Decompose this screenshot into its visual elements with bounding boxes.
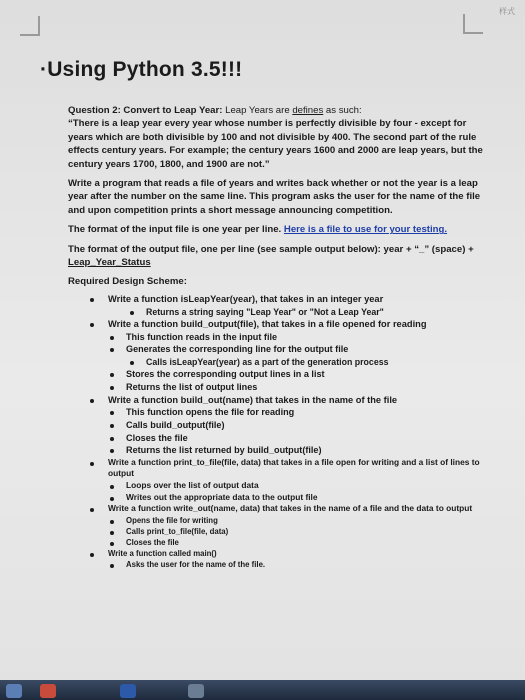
scheme-item bbox=[68, 503, 488, 515]
scheme-item-text: Write a function called main() bbox=[108, 548, 217, 558]
scheme-item bbox=[68, 368, 488, 381]
bullet-icon bbox=[110, 564, 114, 568]
format-output-text: The format of the output file, one per line (see sample output below): year + “_” (space) + bbox=[68, 243, 474, 255]
scheme-item-text: This function opens the file for reading bbox=[126, 407, 295, 418]
scheme-item bbox=[68, 492, 488, 504]
bullet-icon bbox=[90, 508, 94, 512]
scheme-item bbox=[68, 293, 488, 306]
bullet-icon bbox=[110, 373, 114, 377]
bullet-icon bbox=[110, 348, 114, 352]
scheme-item-text: Calls build_output(file) bbox=[126, 420, 225, 431]
bullet-icon bbox=[130, 311, 134, 315]
scheme-item-text: Closes the file bbox=[126, 537, 179, 547]
scheme-item-text: Returns a string saying "Leap Year" or "Not a Leap Year" bbox=[146, 306, 384, 317]
leap-year-quote: “There is a leap year every year whose number is perfectly divisible by four - except for years which are both divisible by 100 and not divisible by 400. The second part of the rule effects century years. For example; the century years 1600 and 2000 are leap years, but the century years 1700, 1800, and 1900 are not.” bbox=[68, 118, 483, 170]
scheme-item-text: Opens the file for writing bbox=[126, 515, 218, 525]
question-paragraph bbox=[68, 104, 488, 171]
bullet-icon bbox=[110, 424, 114, 428]
scheme-item-text: Returns the list of output lines bbox=[126, 382, 258, 393]
scheme-item-text: Stores the corresponding output lines in a list bbox=[126, 369, 325, 380]
bullet-icon bbox=[90, 323, 94, 327]
bullet-icon bbox=[90, 462, 94, 466]
scheme-item bbox=[68, 406, 488, 419]
scheme-item-text: Asks the user for the name of the file. bbox=[126, 559, 266, 569]
scheme-item bbox=[68, 457, 488, 480]
scheme-item-text: Calls isLeapYear(year) as a part of the generation process bbox=[146, 357, 389, 368]
scheme-item bbox=[68, 444, 488, 457]
scheme-item-text: Write a function build_output(file), that takes in a file opened for reading bbox=[108, 319, 427, 330]
scheme-item bbox=[68, 419, 488, 432]
bullet-icon bbox=[90, 553, 94, 557]
scheme-item bbox=[68, 356, 488, 368]
scheme-item bbox=[68, 381, 488, 394]
scheme-item bbox=[68, 548, 488, 559]
scheme-item-text: Write a function print_to_file(file, data) that takes in a file open for writing and a list of lines to output bbox=[108, 456, 480, 479]
scheme-item-text: Write a function build_out(name) that takes in the name of the file bbox=[108, 394, 398, 405]
app-icon[interactable] bbox=[188, 684, 204, 698]
brand-mark: 样式 bbox=[499, 7, 515, 16]
scheme-item-text: Loops over the list of output data bbox=[126, 480, 259, 491]
leap-year-status-word: Leap_Year_Status bbox=[68, 257, 151, 269]
bullet-icon bbox=[110, 386, 114, 390]
question-intro-end: as such: bbox=[323, 105, 362, 116]
design-scheme-title: Required Design Scheme: bbox=[68, 276, 187, 288]
program-paragraph: Write a program that reads a file of years and writes back whether or not the year is a leap year after the number on the same line. This program asks the user for the name of the file and upon competition prints a short message announcing competition. bbox=[68, 178, 481, 216]
format-output-paragraph bbox=[68, 243, 488, 270]
bullet-icon bbox=[130, 361, 134, 365]
test-file-link[interactable]: Here is a file to use for your testing. bbox=[283, 224, 448, 236]
question-label: Question 2: Convert to Leap Year: bbox=[68, 105, 223, 116]
scheme-item bbox=[68, 432, 488, 445]
question-intro: Leap Years are bbox=[222, 105, 293, 116]
bullet-icon bbox=[110, 437, 114, 441]
page-heading: ·Using Python 3.5!!! bbox=[40, 58, 243, 81]
scheme-item bbox=[68, 515, 488, 526]
scheme-item-text: Calls print_to_file(file, data) bbox=[126, 526, 229, 536]
format-input-text: The format of the input file is one year per line. bbox=[68, 224, 284, 236]
scheme-item-text: Writes out the appropriate data to the output file bbox=[126, 491, 318, 502]
design-scheme-list bbox=[68, 293, 488, 570]
scheme-item-text: Write a function write_out(name, data) that takes in the name of a file and the data to output bbox=[108, 503, 473, 514]
page-corner-mark-left bbox=[20, 16, 40, 36]
taskbar bbox=[0, 680, 525, 700]
page-corner-mark-right bbox=[463, 14, 483, 34]
start-icon[interactable] bbox=[6, 684, 22, 698]
bullet-icon bbox=[110, 336, 114, 340]
bullet-icon bbox=[110, 497, 114, 501]
scheme-item bbox=[68, 318, 488, 331]
scheme-item bbox=[68, 343, 488, 356]
scheme-item-text: This function reads in the input file bbox=[126, 331, 278, 342]
word-icon[interactable] bbox=[120, 684, 136, 698]
bullet-icon bbox=[90, 399, 94, 403]
scheme-item bbox=[68, 559, 488, 570]
browser-icon[interactable] bbox=[40, 684, 56, 698]
bullet-icon bbox=[90, 298, 94, 302]
bullet-icon bbox=[110, 485, 114, 489]
defines-word: defines bbox=[292, 105, 324, 116]
scheme-item-text: Returns the list returned by build_output(file) bbox=[126, 445, 322, 456]
bullet-icon bbox=[110, 520, 114, 524]
bullet-icon bbox=[110, 531, 114, 535]
document-content bbox=[68, 104, 488, 570]
scheme-item bbox=[68, 537, 488, 548]
scheme-item bbox=[68, 394, 488, 407]
scheme-item bbox=[68, 526, 488, 537]
format-input-paragraph bbox=[68, 223, 488, 236]
bullet-icon bbox=[110, 449, 114, 453]
scheme-item bbox=[68, 331, 488, 344]
scheme-item-text: Write a function isLeapYear(year), that takes in an integer year bbox=[108, 293, 384, 304]
scheme-item-text: Closes the file bbox=[126, 432, 188, 443]
scheme-item-text: Generates the corresponding line for the output file bbox=[126, 344, 349, 355]
bullet-icon bbox=[110, 411, 114, 415]
scheme-item bbox=[68, 306, 488, 318]
bullet-icon bbox=[110, 542, 114, 546]
scheme-item bbox=[68, 480, 488, 492]
